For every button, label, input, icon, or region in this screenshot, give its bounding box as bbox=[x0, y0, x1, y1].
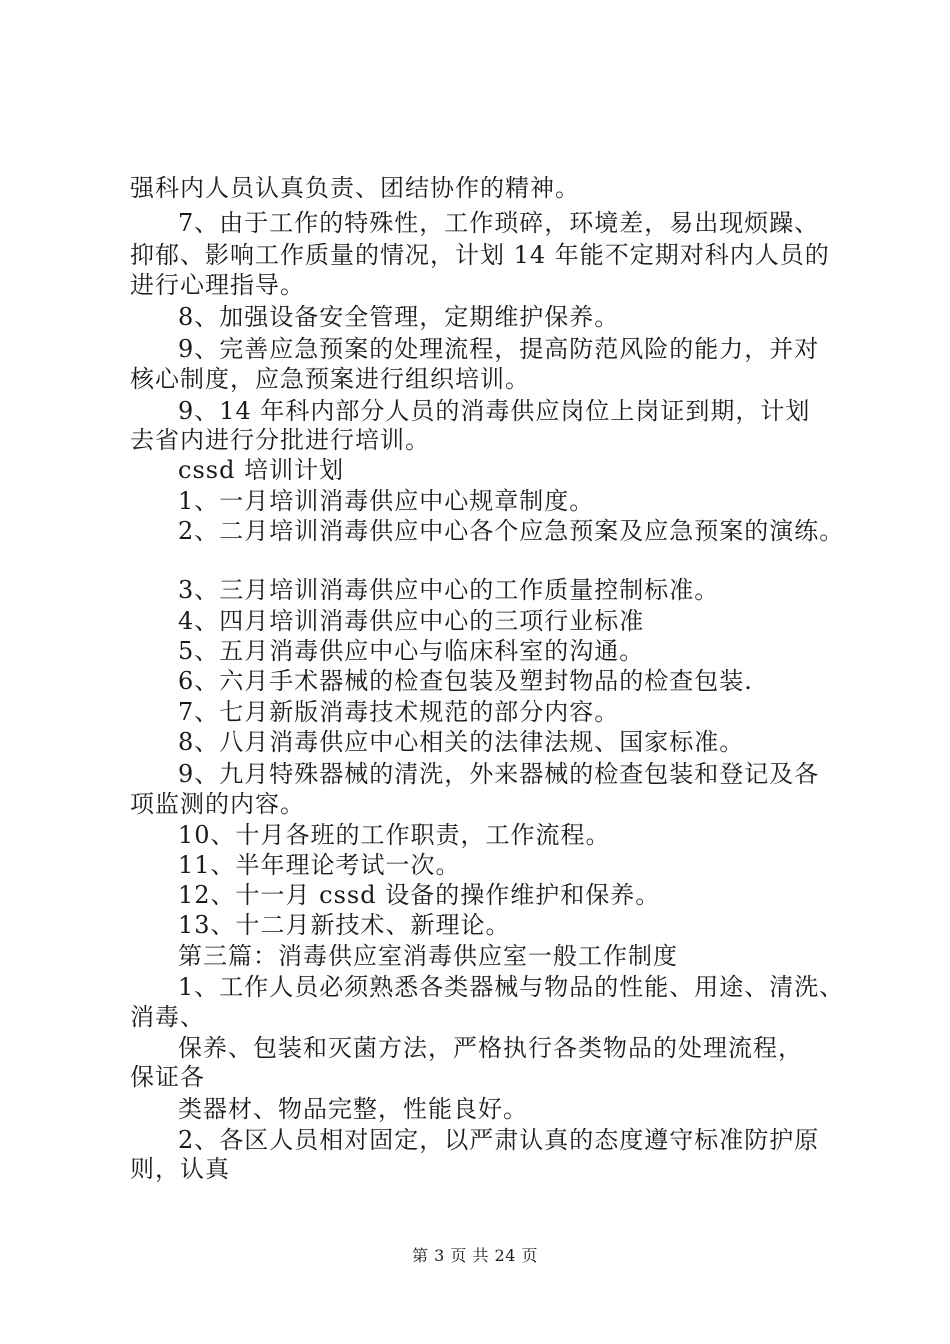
text-line: 1、工作人员必须熟悉各类器械与物品的性能、用途、清洗、 bbox=[178, 973, 845, 1001]
text-line: 类器材、物品完整，性能良好。 bbox=[178, 1095, 528, 1123]
text-line: 消毒、 bbox=[130, 1003, 205, 1031]
text-line: 2、各区人员相对固定，以严肃认真的态度遵守标准防护原 bbox=[178, 1126, 820, 1154]
text-line: 项监测的内容。 bbox=[130, 790, 305, 818]
page-number-footer: 第 3 页 共 24 页 bbox=[412, 1246, 538, 1265]
text-line: 抑郁、影响工作质量的情况，计划 14 年能不定期对科内人员的 bbox=[130, 241, 830, 269]
text-line: 9、完善应急预案的处理流程，提高防范风险的能力，并对 bbox=[178, 335, 820, 363]
text-line: 强科内人员认真负责、团结协作的精神。 bbox=[130, 174, 580, 202]
text-line: 7、七月新版消毒技术规范的部分内容。 bbox=[178, 698, 620, 726]
text-line: 保证各 bbox=[130, 1063, 205, 1091]
text-line: 去省内进行分批进行培训。 bbox=[130, 426, 430, 454]
text-line: 6、六月手术器械的检查包装及塑封物品的检查包装. bbox=[178, 667, 753, 695]
text-line: 1、一月培训消毒供应中心规章制度。 bbox=[178, 487, 595, 515]
text-line: 8、八月消毒供应中心相关的法律法规、国家标准。 bbox=[178, 728, 745, 756]
text-line: 9、九月特殊器械的清洗，外来器械的检查包装和登记及各 bbox=[178, 760, 820, 788]
text-line: 核心制度，应急预案进行组织培训。 bbox=[130, 365, 530, 393]
section-heading: 第三篇：消毒供应室消毒供应室一般工作制度 bbox=[178, 942, 678, 970]
text-line: 进行心理指导。 bbox=[130, 271, 305, 299]
text-line: 12、十一月 cssd 设备的操作维护和保养。 bbox=[178, 881, 661, 909]
text-line: 8、加强设备安全管理，定期维护保养。 bbox=[178, 303, 620, 331]
section-heading: cssd 培训计划 bbox=[178, 456, 345, 484]
text-line: 10、十月各班的工作职责，工作流程。 bbox=[178, 821, 611, 849]
text-line: 则，认真 bbox=[130, 1155, 230, 1183]
text-line: 保养、包装和灭菌方法，严格执行各类物品的处理流程， bbox=[178, 1034, 803, 1062]
text-line: 7、由于工作的特殊性，工作琐碎，环境差，易出现烦躁、 bbox=[178, 209, 820, 237]
text-line: 9、14 年科内部分人员的消毒供应岗位上岗证到期，计划 bbox=[178, 397, 811, 425]
text-line: 4、四月培训消毒供应中心的三项行业标准 bbox=[178, 607, 645, 635]
text-line: 13、十二月新技术、新理论。 bbox=[178, 911, 511, 939]
text-line: 3、三月培训消毒供应中心的工作质量控制标准。 bbox=[178, 576, 720, 604]
text-line: 5、五月消毒供应中心与临床科室的沟通。 bbox=[178, 637, 645, 665]
text-line: 2、二月培训消毒供应中心各个应急预案及应急预案的演练。 bbox=[178, 517, 845, 545]
text-line: 11、半年理论考试一次。 bbox=[178, 851, 461, 879]
